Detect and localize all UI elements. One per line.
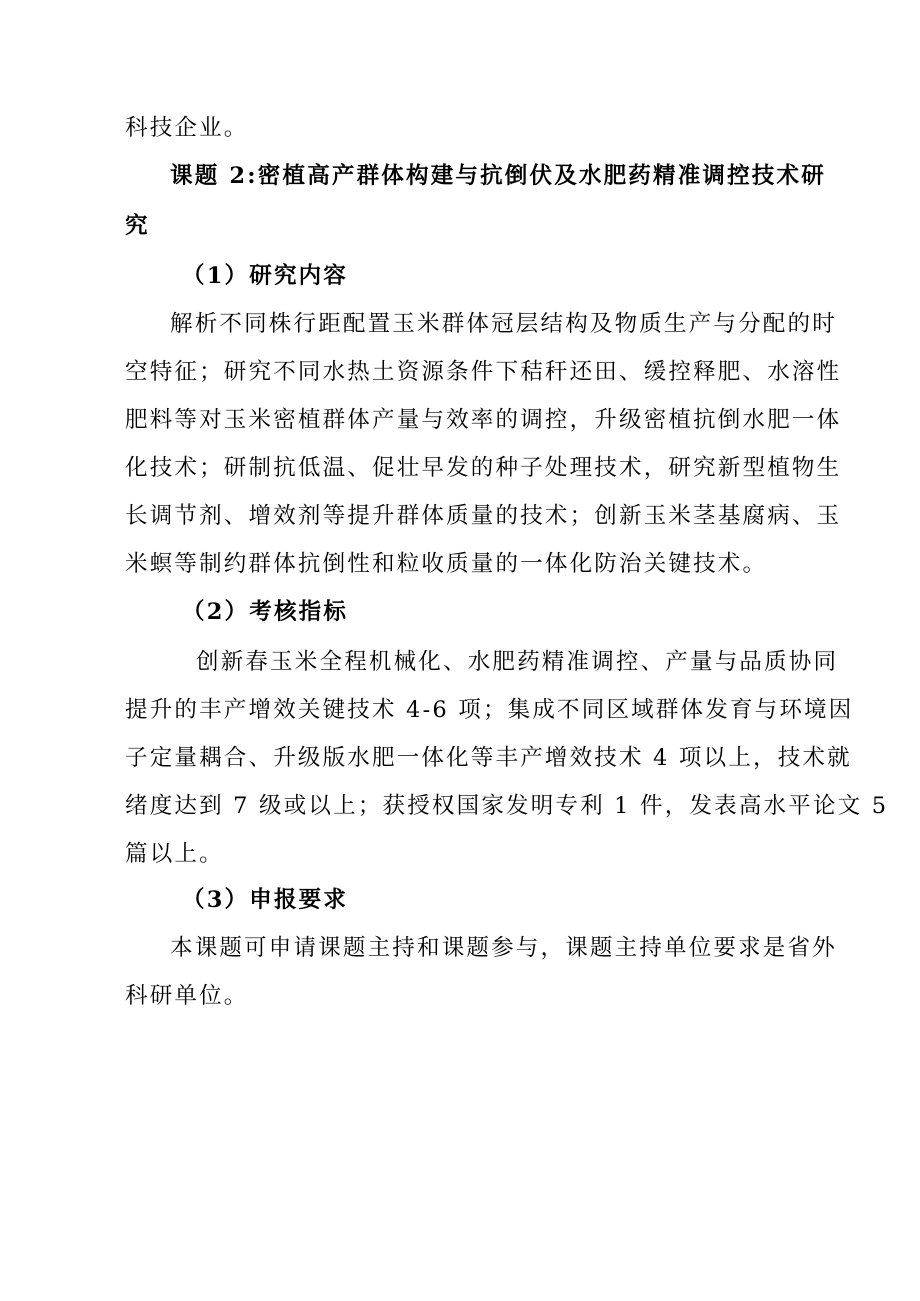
paragraph-line: 创新春玉米全程机械化、水肥药精准调控、产量与品质协同: [196, 649, 839, 675]
topic-2-title: 课题 2:密植高产群体构建与抗倒伏及水肥药精准调控技术研: [170, 163, 826, 189]
paragraph-line: 科研单位。: [125, 983, 249, 1009]
section-heading-application: （3）申报要求: [182, 887, 349, 913]
section-heading-research-content: （1）研究内容: [182, 263, 349, 289]
paragraph-line: 篇以上。: [125, 841, 224, 867]
section-heading-assessment: （2）考核指标: [182, 599, 349, 625]
paragraph-line: 空特征；研究不同水热土资源条件下秸秆还田、缓控释肥、水溶性: [125, 359, 842, 385]
paragraph-line: 解析不同株行距配置玉米群体冠层结构及物质生产与分配的时: [170, 311, 837, 337]
paragraph-line: 子定量耦合、升级版水肥一体化等丰产增效技术 4 项以上，技术就: [125, 745, 852, 771]
paragraph-line: 化技术；研制抗低温、促壮早发的种子处理技术，研究新型植物生: [125, 455, 842, 481]
topic-2-title-cont: 究: [125, 213, 150, 239]
paragraph-line: 肥料等对玉米密植群体产量与效率的调控，升级密植抗倒水肥一体: [125, 407, 842, 433]
paragraph-line: 提升的丰产增效关键技术 4-6 项；集成不同区域群体发育与环境因: [125, 697, 854, 723]
paragraph-line: 米螟等制约群体抗倒性和粒收质量的一体化防治关键技术。: [125, 551, 768, 577]
paragraph-line: 本课题可申请课题主持和课题参与，课题主持单位要求是省外: [170, 935, 837, 961]
paragraph-line: 长调节剂、增效剂等提升群体质量的技术；创新玉米茎基腐病、玉: [125, 503, 842, 529]
continued-text-line: 科技企业。: [125, 115, 249, 141]
paragraph-line: 绪度达到 7 级或以上；获授权国家发明专利 1 件，发表高水平论文 5: [125, 793, 889, 819]
